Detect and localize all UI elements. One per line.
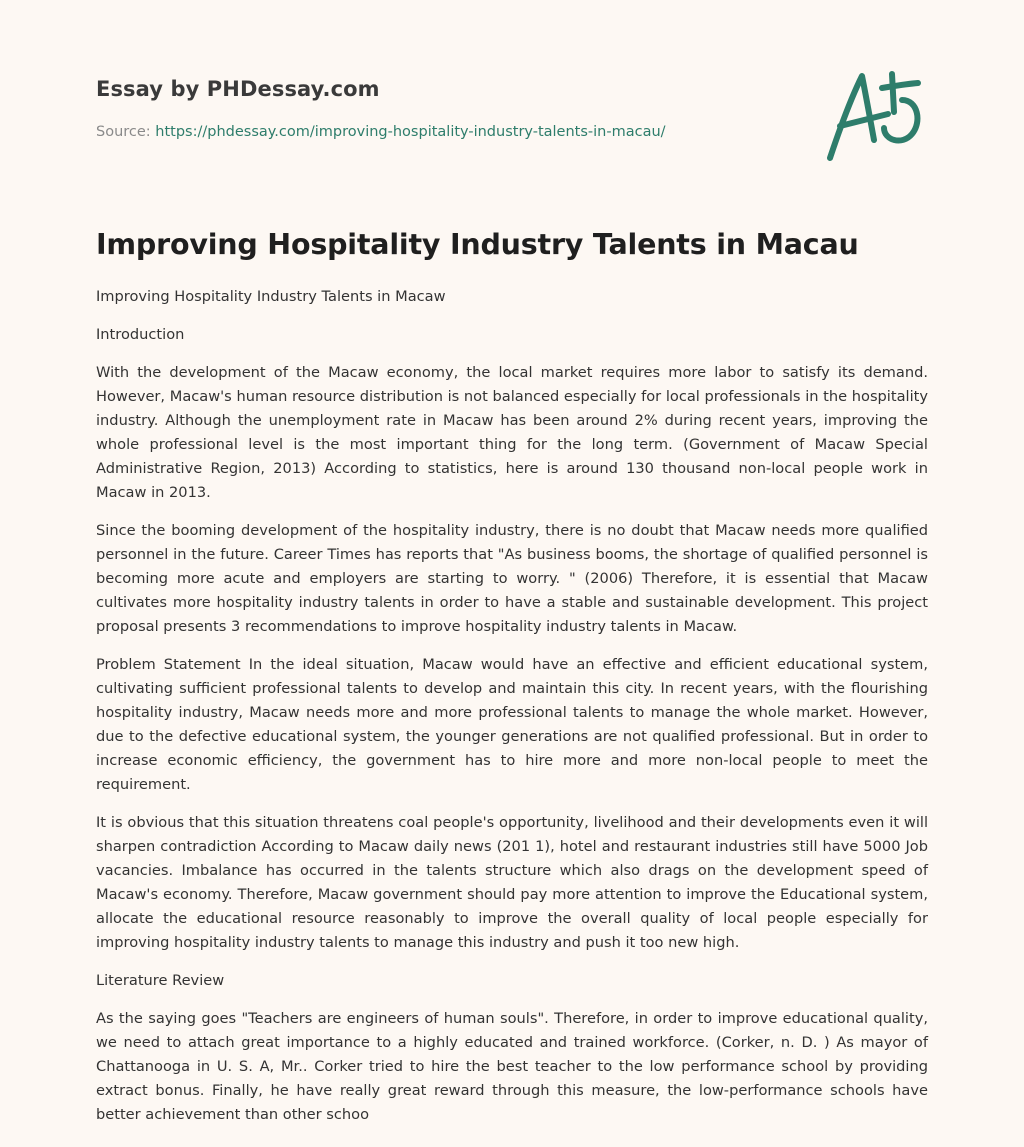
paragraph: Problem Statement In the ideal situation, Macaw would have an effective and efficient educational system, cultivating sufficient professional talents to develop and maintain this city. In recent years, with the flourishing hospitality industry, Macaw needs more and more professional talents to manage the whole market. However, due to the defective educational system, the younger generations are not qualified professional. But in order to increase economic efficiency, the government has to hire more and more non-local people to meet the requirement. [96,656,928,793]
brand-title: Essay by PHDessay.com [96,77,380,101]
essay-subtitle: Improving Hospitality Industry Talents in Macaw [96,288,446,305]
source-label: Source: [96,124,151,140]
paragraph: It is obvious that this situation threatens coal people's opportunity, livelihood and their developments even it will sharpen contradiction According to Macaw daily news (201 1), hotel and restaurant industries still have 5000 Job vacancies. Imbalance has occurred in the talents structure which also drags on the development speed of Macaw's economy. Therefore, Macaw government should pay more attention to improve the Educational system, allocate the educational resource reasonably to improve the overall quality of local people especially for improving hospitality industry talents to manage this industry and push it too new high. [96,814,928,951]
source-link[interactable]: https://phdessay.com/improving-hospitality-industry-talents-in-macau/ [155,124,666,140]
paragraph: With the development of the Macaw economy, the local market requires more labor to satisfy its demand. However, Macaw's human resource distribution is not balanced especially for local professionals in the hospitality industry. Although the unemployment rate in Macaw has been around 2% during recent years, improving the whole professional level is the most important thing for the long term. (Government of Macaw Special Administrative Region, 2013) According to statistics, here is around 130 thousand non-local people work in Macaw in 2013. [96,364,928,501]
section-heading-introduction: Introduction [96,326,185,343]
source-line [96,124,666,140]
section-heading-literature-review: Literature Review [96,972,225,989]
essay-title: Improving Hospitality Industry Talents in Macau [96,228,859,261]
essay-body [96,285,928,1141]
paragraph: As the saying goes "Teachers are engineers of human souls". Therefore, in order to improve educational quality, we need to attach great importance to a highly educated and trained workforce. (Corker, n. D. ) As mayor of Chattanooga in U. S. A, Mr.. Corker tried to hire the best teacher to the low performance school by providing extract bonus. Finally, he have really great reward through this measure, the low-performance schools have better achievement than other schoo [96,1010,928,1123]
a-plus-logo-icon [822,66,932,168]
paragraph: Since the booming development of the hospitality industry, there is no doubt that Macaw needs more qualified personnel in the future. Career Times has reports that "As business booms, the shortage of qualified personnel is becoming more acute and employers are starting to worry. " (2006) Therefore, it is essential that Macaw cultivates more hospitality industry talents in order to have a stable and sustainable development. This project proposal presents 3 recommendations to improve hospitality industry talents in Macaw. [96,522,928,635]
